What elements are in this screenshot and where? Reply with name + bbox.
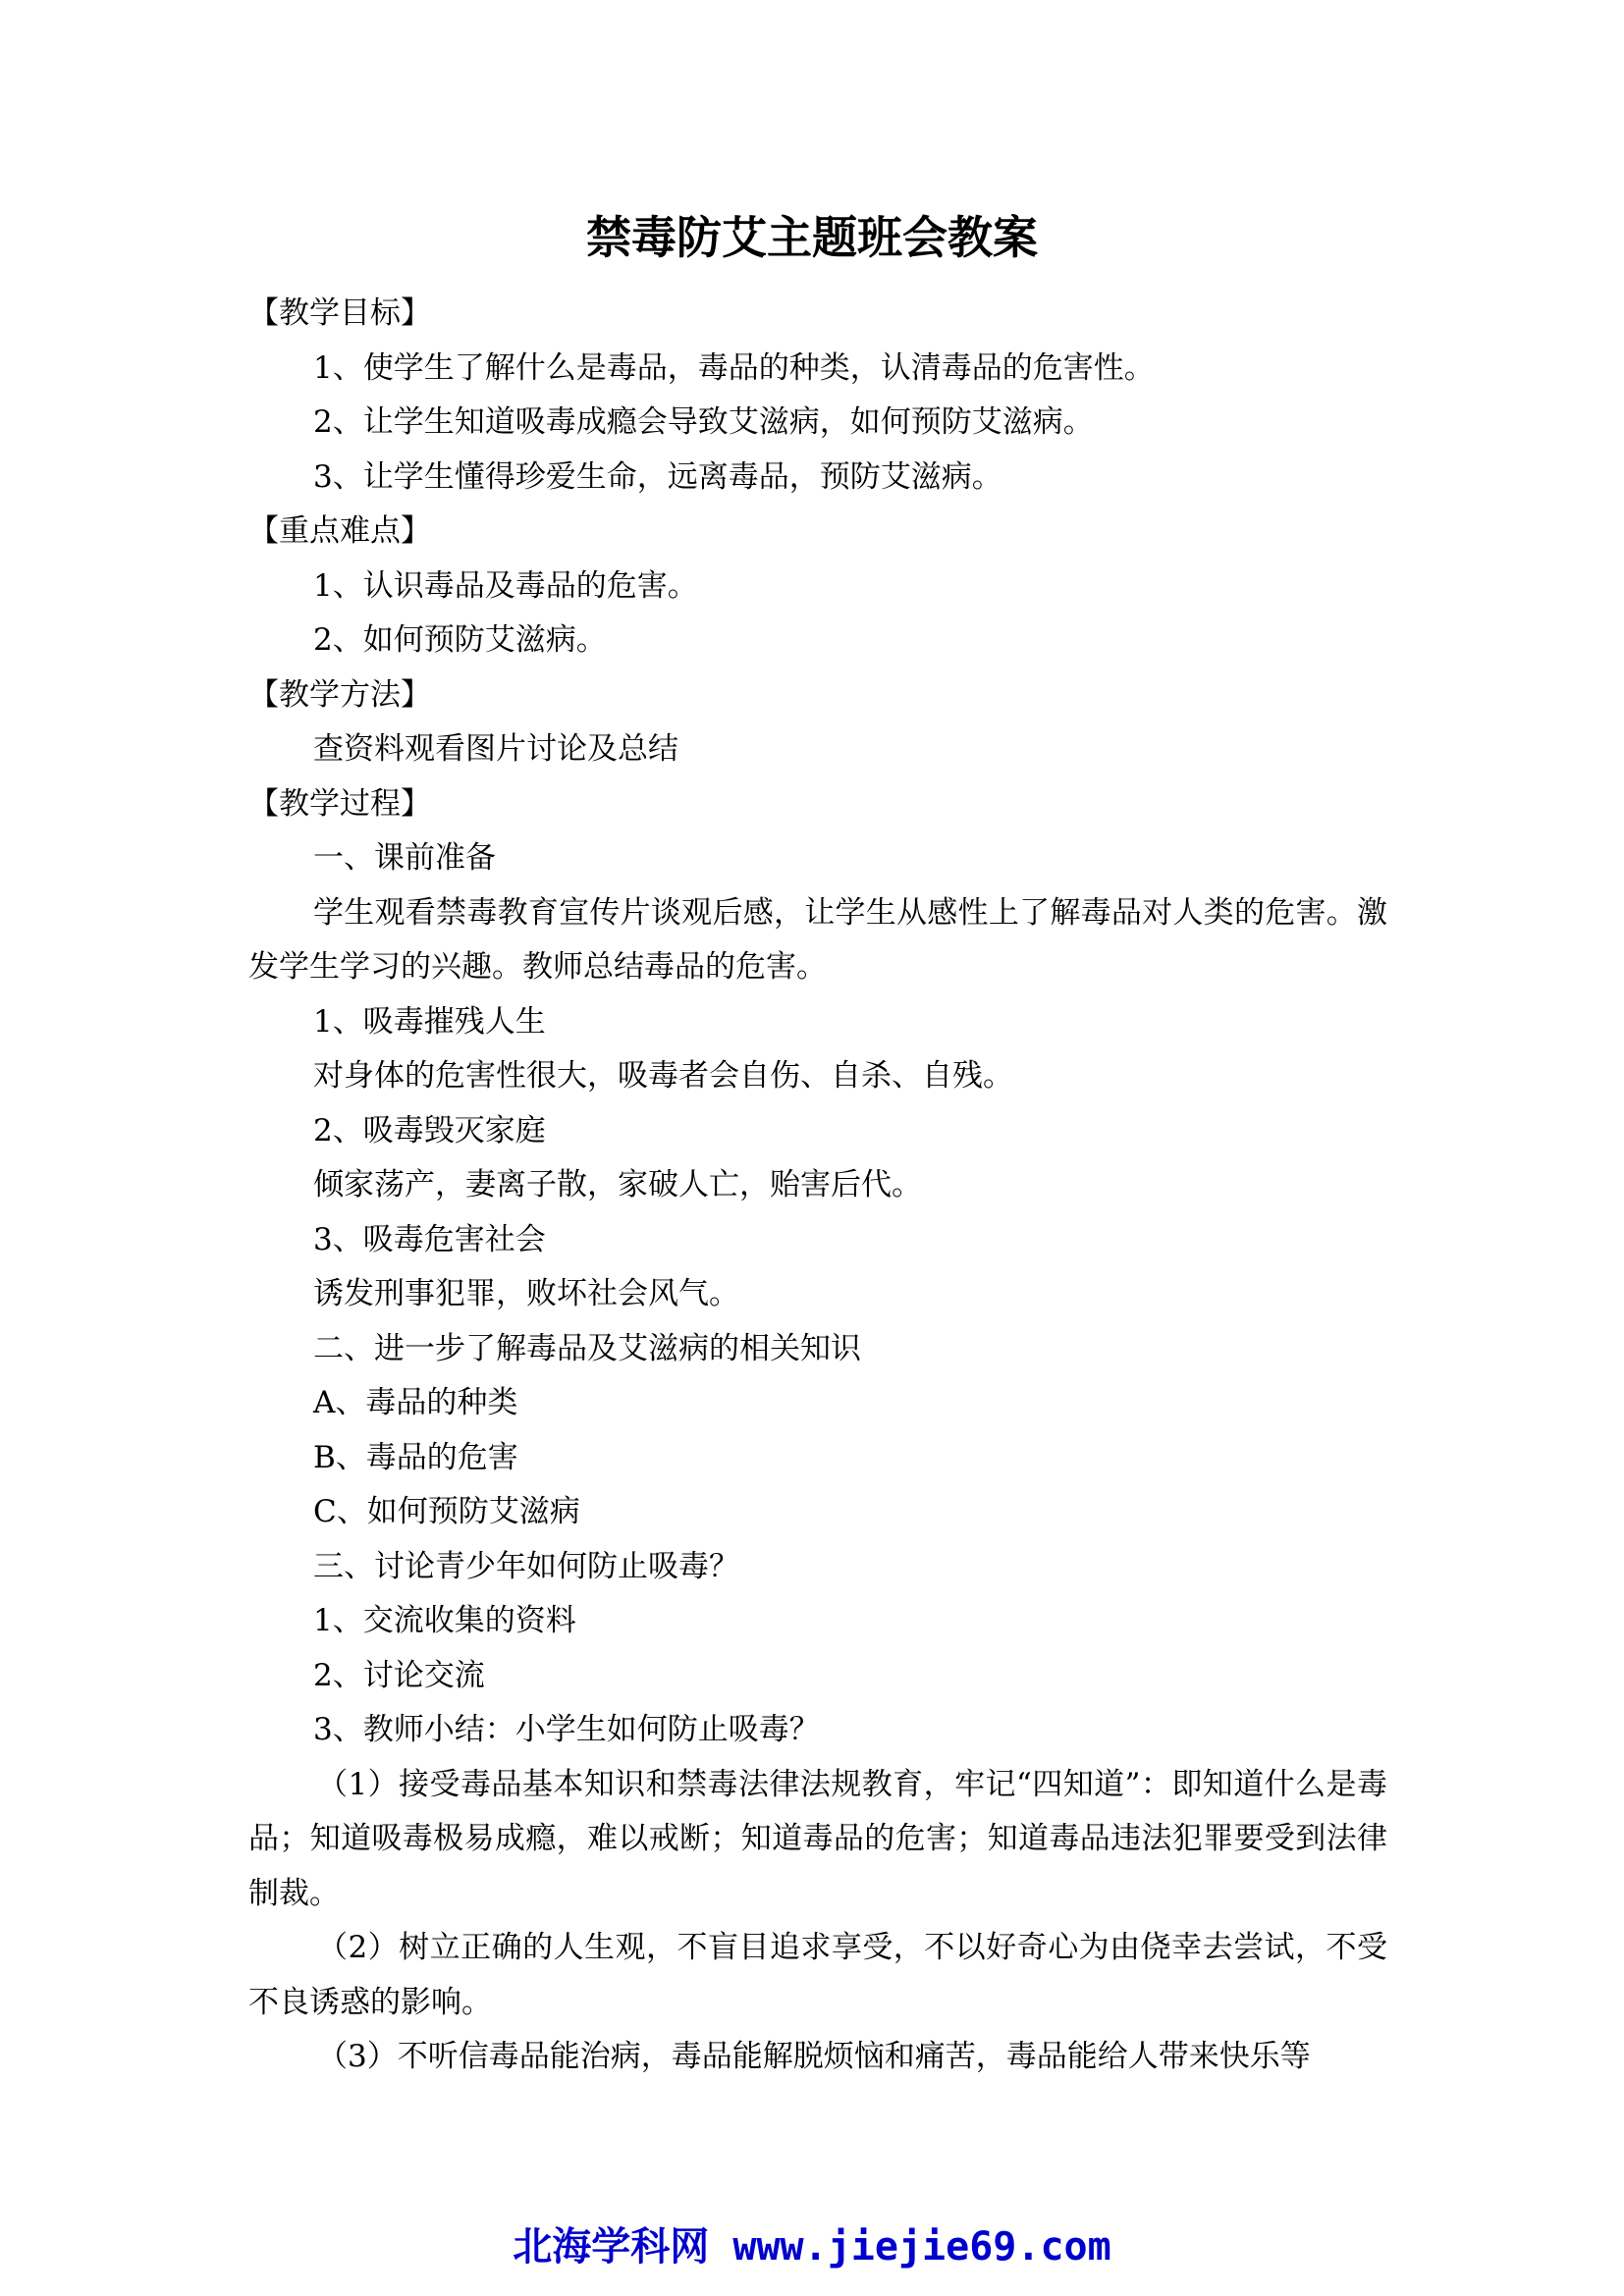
paragraph: （1）接受毒品基本知识和禁毒法律法规教育，牢记“四知道”：即知道什么是毒品；知道吸毒极易成瘾，难以戒断；知道毒品的危害；知道毒品违法犯罪要受到法律制裁。 — [248, 1766, 1387, 1911]
list-item: 1、吸毒摧残人生 — [313, 1003, 546, 1040]
list-item: 2、让学生知道吸毒成瘾会导致艾滋病，如何预防艾滋病。 — [313, 404, 1094, 440]
paragraph: （2）树立正确的人生观，不盲目追求享受，不以好奇心为由侥幸去尝试，不受不良诱惑的影响。 — [248, 1930, 1387, 2020]
list-item: C、如何预防艾滋病 — [313, 1494, 580, 1529]
list-item: 2、如何预防艾滋病。 — [313, 622, 607, 658]
footer-watermark: 北海学科网 www.jiejie69.com — [513, 2224, 1111, 2269]
page-title: 禁毒防艾主题班会教案 — [586, 211, 1038, 264]
subsection-heading: 一、课前准备 — [313, 840, 496, 876]
section-heading-objectives: 【教学目标】 — [248, 295, 431, 331]
document-body — [248, 287, 1387, 2085]
list-item: B、毒品的危害 — [313, 1439, 518, 1475]
list-item: 3、教师小结：小学生如何防止吸毒？ — [313, 1712, 820, 1747]
section-heading-key-points: 【重点难点】 — [248, 513, 431, 549]
paragraph: 学生观看禁毒教育宣传片谈观后感，让学生从感性上了解毒品对人类的危害。激发学生学习的兴趣。教师总结毒品的危害。 — [248, 894, 1387, 985]
subsection-heading: 三、讨论青少年如何防止吸毒？ — [313, 1548, 739, 1584]
paragraph: 倾家荡产，妻离子散，家破人亡，贻害后代。 — [313, 1167, 922, 1202]
paragraph: 对身体的危害性很大，吸毒者会自伤、自杀、自残。 — [313, 1058, 1013, 1094]
paragraph: （3）不听信毒品能治病，毒品能解脱烦恼和痛苦，毒品能给人带来快乐等 — [317, 2039, 1311, 2074]
section-heading-process: 【教学过程】 — [248, 785, 431, 822]
list-item: 3、吸毒危害社会 — [313, 1221, 546, 1257]
subsection-heading: 二、进一步了解毒品及艾滋病的相关知识 — [313, 1330, 861, 1366]
list-item: 1、使学生了解什么是毒品，毒品的种类，认清毒品的危害性。 — [313, 349, 1155, 386]
list-item: 1、交流收集的资料 — [313, 1603, 576, 1638]
list-item: 2、讨论交流 — [313, 1657, 485, 1693]
paragraph: 诱发刑事犯罪，败坏社会风气。 — [313, 1276, 739, 1311]
section-heading-methods: 【教学方法】 — [248, 676, 431, 713]
list-item: 3、让学生懂得珍爱生命，远离毒品，预防艾滋病。 — [313, 458, 1002, 495]
list-item: 2、吸毒毁灭家庭 — [313, 1112, 546, 1148]
paragraph: 查资料观看图片讨论及总结 — [313, 731, 678, 767]
list-item: 1、认识毒品及毒品的危害。 — [313, 567, 698, 604]
list-item: A、毒品的种类 — [313, 1385, 518, 1420]
